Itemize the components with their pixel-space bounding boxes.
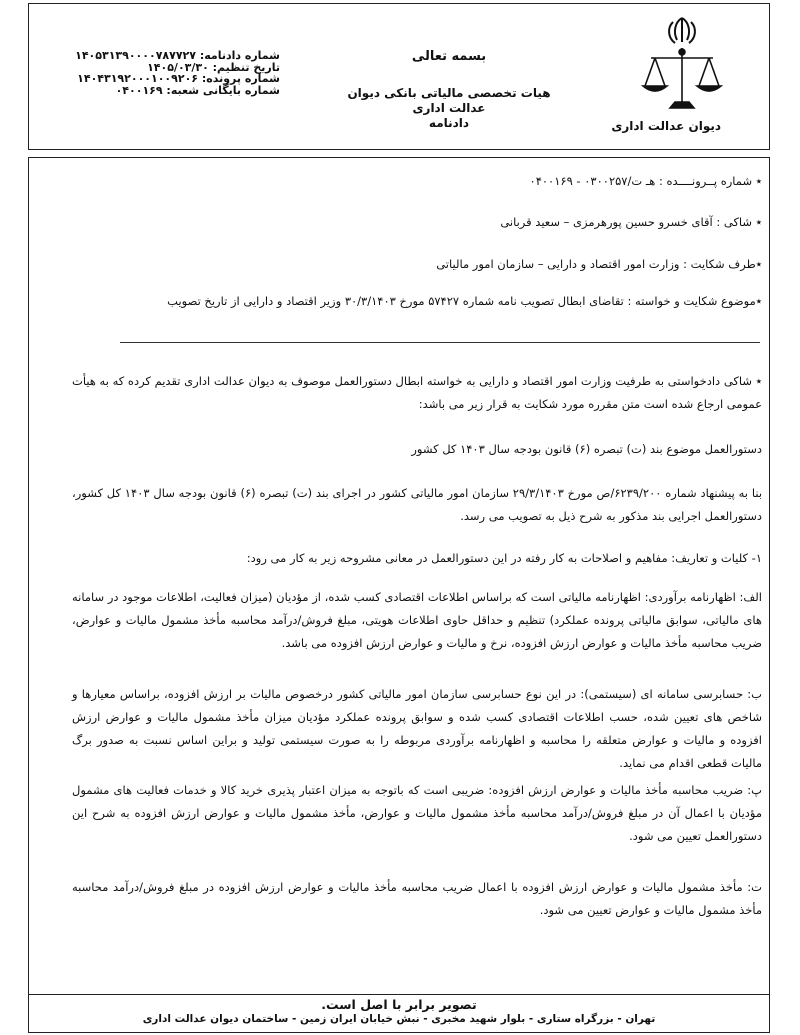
certified-copy-note: تصویر برابر با اصل است. xyxy=(321,997,477,1012)
document-body xyxy=(28,157,770,995)
document-meta xyxy=(65,50,280,96)
section-1-heading: ۱- کلیات و تعاریف: مفاهیم و اصلاحات به کار رفته در این دستورالعمل در معانی مشروحه زیر به کار می رود: xyxy=(246,551,762,565)
instruction-title: دستورالعمل موضوع بند (ت) تبصره (۶) قانون بودجه سال ۱۴۰۳ کل کشور xyxy=(411,442,762,456)
header-title-block xyxy=(329,49,569,131)
verdict-number: شماره دادنامه: ۱۴۰۵۳۱۳۹۰۰۰۰۷۸۷۷۲۷ xyxy=(75,49,280,62)
scales-of-justice-icon xyxy=(637,12,727,117)
document-footer xyxy=(28,995,770,1033)
defendant: ٭طرف شکایت : وزارت امور اقتصاد و دارایی – سازمان امور مالیاتی xyxy=(436,257,762,271)
court-name: دیوان عدالت اداری xyxy=(611,119,721,133)
case-number: ٭ شماره پــرونــــده : هـ ت/۰۳۰۰۲۵۷ - ۰۴۰۰۱۶۹ xyxy=(529,174,762,188)
preamble-paragraph: بنا به پیشنهاد شماره ۶۲۳۹/۲۰۰/ص مورخ ۲۹/۳/۱۴۰۳ سازمان امور مالیاتی کشور در اجرای بند (ت) تبصره (۶) قانون بودجه سال ۱۴۰۳ کل کشور، دستورالعمل اجرایی بند مذکور به شرح ذیل به تصویب می رسد. xyxy=(72,486,763,523)
court-address: تهران - بزرگراه ستاری - بلوار شهید مخبری - نبش خیابان ایران زمین - ساختمان دیوان عدالت اداری xyxy=(142,1013,656,1025)
plaintiff: ٭ شاکی : آقای خسرو حسین پورهرمزی – سعید قربانی xyxy=(500,215,762,229)
document-header xyxy=(28,3,770,150)
definition-te: ت: مأخذ مشمول مالیات و عوارض ارزش افزوده با اعمال ضریب محاسبه مأخذ مالیات و عوارض ارزش افزوده در مبلغ فروش/درآمد محاسبه مأخذ مشمول مالیات و عوارض تعیین می شود. xyxy=(72,880,762,917)
divider xyxy=(120,342,760,343)
complaint-subject: ٭موضوع شکایت و خواسته : تقاضای ابطال تصویب نامه شماره ۵۷۴۲۷ مورخ ۳۰/۳/۱۴۰۳ وزیر اقتصاد و دارایی از تاریخ تصویب xyxy=(167,294,762,308)
case-file-number: شماره پرونده: ۱۴۰۴۳۱۹۲۰۰۰۱۰۰۹۲۰۶ xyxy=(77,72,280,85)
issue-date: تاریخ تنظیم: ۱۴۰۵/۰۳/۳۰ xyxy=(147,60,280,74)
basmala: بسمه تعالی xyxy=(411,49,487,64)
doc-type: دادنامه xyxy=(428,116,470,130)
definition-be: ب: حسابرسی سامانه ای (سیستمی): در این نوع حسابرسی سازمان امور مالیاتی کشور درخصوص مالیات بر ارزش افزوده، براساس معیارها و شاخص های تعیین شده، حسب اطلاعات اقتصادی کسب شده و سوابق پرونده عملکرد مؤدیان میزان مأخذ مشمول مالیات و عوارض ارزش افزوده و مالیات و عوارض متعلقه را محاسبه و اظهارنامه برآوردی مربوطه را به صورت سیستمی تولید و براین اساس نسبت به صدور برگ مالیات قطعی اقدام می نماید. xyxy=(72,687,762,770)
intro-paragraph: ٭ شاکی دادخواستی به طرفیت وزارت امور اقتصاد و دارایی به خواسته ابطال دستورالعمل موصوف به دیوان عدالت اداری تقدیم کرده که به هیأت عمومی ارجاع شده است متن مقرره مورد شکایت به قرار زیر می باشد: xyxy=(72,374,762,411)
archive-number: شماره بایگانی شعبه: ۰۴۰۰۱۶۹ xyxy=(115,83,280,97)
board-name: هیات تخصصی مالیاتی بانکی دیوان عدالت اداری xyxy=(347,86,551,115)
definition-alef: الف: اظهارنامه برآوردی: اظهارنامه مالیاتی است که براساس اطلاعات اقتصادی کسب شده، از مؤدیان (میزان فعالیت، اطلاعات موجود در سامانه های مالیاتی، سوابق مالیاتی پرونده عملکرد) تنظیم و حداقل حاوی اطلاعات هویتی، مبلغ فروش/درآمد محاسبه مأخذ مشمول مالیات و عوارض، ضریب محاسبه مأخذ مالیات و عوارض ارزش افزوده، نرخ و مالیات و عوارض ارزش افزوده می باشد. xyxy=(72,590,762,650)
definition-pe: پ: ضریب محاسبه مأخذ مالیات و عوارض ارزش افزوده: ضریبی است که باتوجه به میزان اعتبار پذیری خرید کالا و خدمات فعالیت های مشمول مؤدیان با اعمال آن در مبلغ فروش/درآمد محاسبه مأخذ مشمول مالیات و عوارض، مأخذ مشمول مالیات و عوارض ارزش افزوده به شرح این دستورالعمل تعیین می شود. xyxy=(72,783,762,843)
